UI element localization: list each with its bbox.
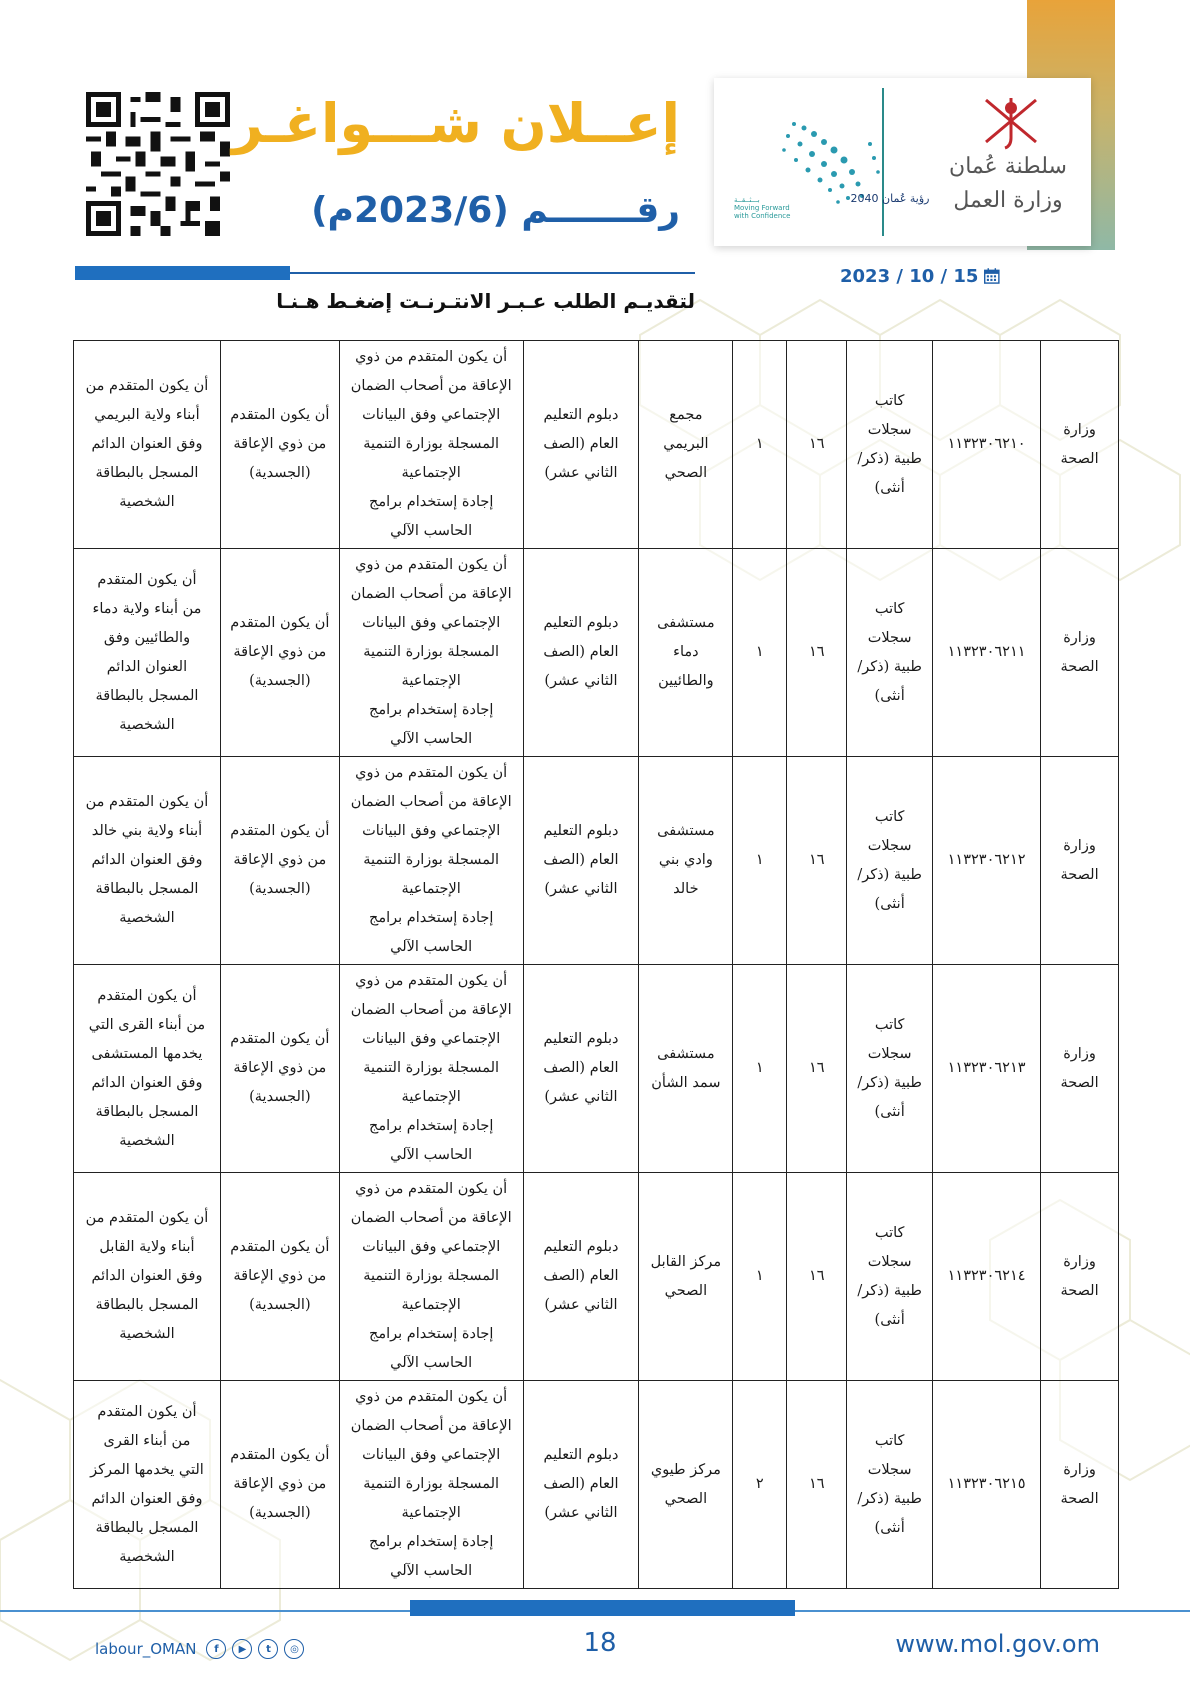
cell-qualification: دبلوم التعليم العام (الصف الثاني عشر): [523, 341, 639, 549]
cell-count: ١: [733, 341, 787, 549]
cell-entity: وزارة الصحة: [1041, 549, 1119, 757]
table-row: [74, 1173, 1119, 1381]
table-row: [74, 757, 1119, 965]
cell-requirements: أن يكون المتقدم من ذوي الإعاقة من أصحاب الضمان الإجتماعي وفق البيانات المسجلة بوزارة التنمية الإجتماعية إجادة إستخدام برامج الحاسب الآلي: [339, 1173, 523, 1381]
cell-residence: أن يكون المتقدم من أبناء القرى التي يخدمها المستشفى وفق العنوان الدائم المسجل بالبطاقة الشخصية: [74, 965, 221, 1173]
announcement-number: رقـــــــم (2023/6م): [311, 190, 680, 231]
cell-residence: أن يكون المتقدم من أبناء ولاية دماء والطائيين وفق العنوان الدائم المسجل بالبطاقة الشخصية: [74, 549, 221, 757]
vacancies-table: [73, 340, 1119, 1589]
social-links: [95, 1636, 304, 1662]
cell-entity: وزارة الصحة: [1041, 1381, 1119, 1589]
cell-disability: أن يكون المتقدم من ذوي الإعاقة (الجسدية): [220, 1173, 339, 1381]
cell-grade: ١٦: [787, 757, 847, 965]
cell-job: كاتب سجلات طبية (ذكر/ أنثى): [847, 1381, 933, 1589]
cell-requirements: أن يكون المتقدم من ذوي الإعاقة من أصحاب الضمان الإجتماعي وفق البيانات المسجلة بوزارة التنمية الإجتماعية إجادة إستخدام برامج الحاسب الآلي: [339, 965, 523, 1173]
cell-requirements: أن يكون المتقدم من ذوي الإعاقة من أصحاب الضمان الإجتماعي وفق البيانات المسجلة بوزارة التنمية الإجتماعية إجادة إستخدام برامج الحاسب الآلي: [339, 341, 523, 549]
announcement-date: 2023 / 10 / 15: [840, 265, 979, 287]
cell-disability: أن يكون المتقدم من ذوي الإعاقة (الجسدية): [220, 341, 339, 549]
table-row: [74, 1381, 1119, 1589]
cell-requirements: أن يكون المتقدم من ذوي الإعاقة من أصحاب الضمان الإجتماعي وفق البيانات المسجلة بوزارة التنمية الإجتماعية إجادة إستخدام برامج الحاسب الآلي: [339, 757, 523, 965]
apply-online-link[interactable]: لتقديـم الطلب عـبـر الانتـرنـت إضغـط هـنـا: [276, 289, 695, 313]
cell-residence: أن يكون المتقدم من أبناء ولاية البريمي وفق العنوان الدائم المسجل بالبطاقة الشخصية: [74, 341, 221, 549]
qr-code-icon[interactable]: [86, 92, 230, 236]
cell-count: ٢: [733, 1381, 787, 1589]
youtube-icon[interactable]: ▶: [232, 1639, 252, 1659]
cell-disability: أن يكون المتقدم من ذوي الإعاقة (الجسدية): [220, 549, 339, 757]
page-number: 18: [583, 1628, 617, 1658]
page-title: إعــلان شـــواغـر: [232, 92, 680, 155]
oman-emblem-icon: [976, 90, 1046, 152]
cell-residence: أن يكون المتقدم من أبناء القرى التي يخدمها المركز وفق العنوان الدائم المسجل بالبطاقة الشخصية: [74, 1381, 221, 1589]
cell-location: مجمع البريمي الصحي: [639, 341, 733, 549]
instagram-icon[interactable]: ◎: [284, 1639, 304, 1659]
cell-job: كاتب سجلات طبية (ذكر/ أنثى): [847, 341, 933, 549]
cell-count: ١: [733, 1173, 787, 1381]
cell-disability: أن يكون المتقدم من ذوي الإعاقة (الجسدية): [220, 757, 339, 965]
cell-code: ١١٣٢٣٠٦٢١٠: [933, 341, 1041, 549]
vision-2040-text: رؤية عُمان 2040: [850, 192, 930, 205]
cell-count: ١: [733, 965, 787, 1173]
cell-entity: وزارة الصحة: [1041, 341, 1119, 549]
date-block: [840, 262, 1000, 290]
cell-code: ١١٣٢٣٠٦٢١٤: [933, 1173, 1041, 1381]
cell-job: كاتب سجلات طبية (ذكر/ أنثى): [847, 757, 933, 965]
cell-location: مستشفى دماء والطائيين: [639, 549, 733, 757]
cell-grade: ١٦: [787, 549, 847, 757]
twitter-icon[interactable]: t: [258, 1639, 278, 1659]
table-row: [74, 341, 1119, 549]
cell-code: ١١٣٢٣٠٦٢١٢: [933, 757, 1041, 965]
website-link[interactable]: www.mol.gov.om: [895, 1630, 1100, 1658]
cell-location: مستشفى وادي بني خالد: [639, 757, 733, 965]
cell-residence: أن يكون المتقدم من أبناء ولاية القابل وفق العنوان الدائم المسجل بالبطاقة الشخصية: [74, 1173, 221, 1381]
cell-count: ١: [733, 757, 787, 965]
cell-code: ١١٣٢٣٠٦٢١٥: [933, 1381, 1041, 1589]
header-rule-accent: [75, 266, 290, 280]
footer-accent-bar: [410, 1600, 795, 1616]
cell-disability: أن يكون المتقدم من ذوي الإعاقة (الجسدية): [220, 965, 339, 1173]
cell-code: ١١٣٢٣٠٦٢١٣: [933, 965, 1041, 1173]
cell-requirements: أن يكون المتقدم من ذوي الإعاقة من أصحاب الضمان الإجتماعي وفق البيانات المسجلة بوزارة التنمية الإجتماعية إجادة إستخدام برامج الحاسب الآلي: [339, 1381, 523, 1589]
cell-qualification: دبلوم التعليم العام (الصف الثاني عشر): [523, 549, 639, 757]
cell-grade: ١٦: [787, 1173, 847, 1381]
cell-count: ١: [733, 549, 787, 757]
cell-location: مركز طيوي الصحي: [639, 1381, 733, 1589]
cell-code: ١١٣٢٣٠٦٢١١: [933, 549, 1041, 757]
table-row: [74, 965, 1119, 1173]
cell-residence: أن يكون المتقدم من أبناء ولاية بني خالد وفق العنوان الدائم المسجل بالبطاقة الشخصية: [74, 757, 221, 965]
cell-requirements: أن يكون المتقدم من ذوي الإعاقة من أصحاب الضمان الإجتماعي وفق البيانات المسجلة بوزارة التنمية الإجتماعية إجادة إستخدام برامج الحاسب الآلي: [339, 549, 523, 757]
cell-qualification: دبلوم التعليم العام (الصف الثاني عشر): [523, 1173, 639, 1381]
cell-job: كاتب سجلات طبية (ذكر/ أنثى): [847, 965, 933, 1173]
table-row: [74, 549, 1119, 757]
cell-entity: وزارة الصحة: [1041, 1173, 1119, 1381]
cell-job: كاتب سجلات طبية (ذكر/ أنثى): [847, 549, 933, 757]
cell-job: كاتب سجلات طبية (ذكر/ أنثى): [847, 1173, 933, 1381]
calendar-icon: [984, 265, 1000, 287]
cell-disability: أن يكون المتقدم من ذوي الإعاقة (الجسدية): [220, 1381, 339, 1589]
social-handle[interactable]: labour_OMAN: [95, 1640, 197, 1658]
cell-entity: وزارة الصحة: [1041, 757, 1119, 965]
cell-qualification: دبلوم التعليم العام (الصف الثاني عشر): [523, 965, 639, 1173]
facebook-icon[interactable]: f: [206, 1639, 226, 1659]
vision-slogan: بـــثــقــة Moving Forward with Confidence: [734, 196, 791, 220]
cell-grade: ١٦: [787, 341, 847, 549]
cell-grade: ١٦: [787, 1381, 847, 1589]
cell-entity: وزارة الصحة: [1041, 965, 1119, 1173]
cell-location: مركز القابل الصحي: [639, 1173, 733, 1381]
ministry-logo-text: سلطنة عُمان وزارة العمل: [949, 154, 1067, 213]
cell-qualification: دبلوم التعليم العام (الصف الثاني عشر): [523, 757, 639, 965]
cell-grade: ١٦: [787, 965, 847, 1173]
cell-qualification: دبلوم التعليم العام (الصف الثاني عشر): [523, 1381, 639, 1589]
cell-location: مستشفى سمد الشأن: [639, 965, 733, 1173]
